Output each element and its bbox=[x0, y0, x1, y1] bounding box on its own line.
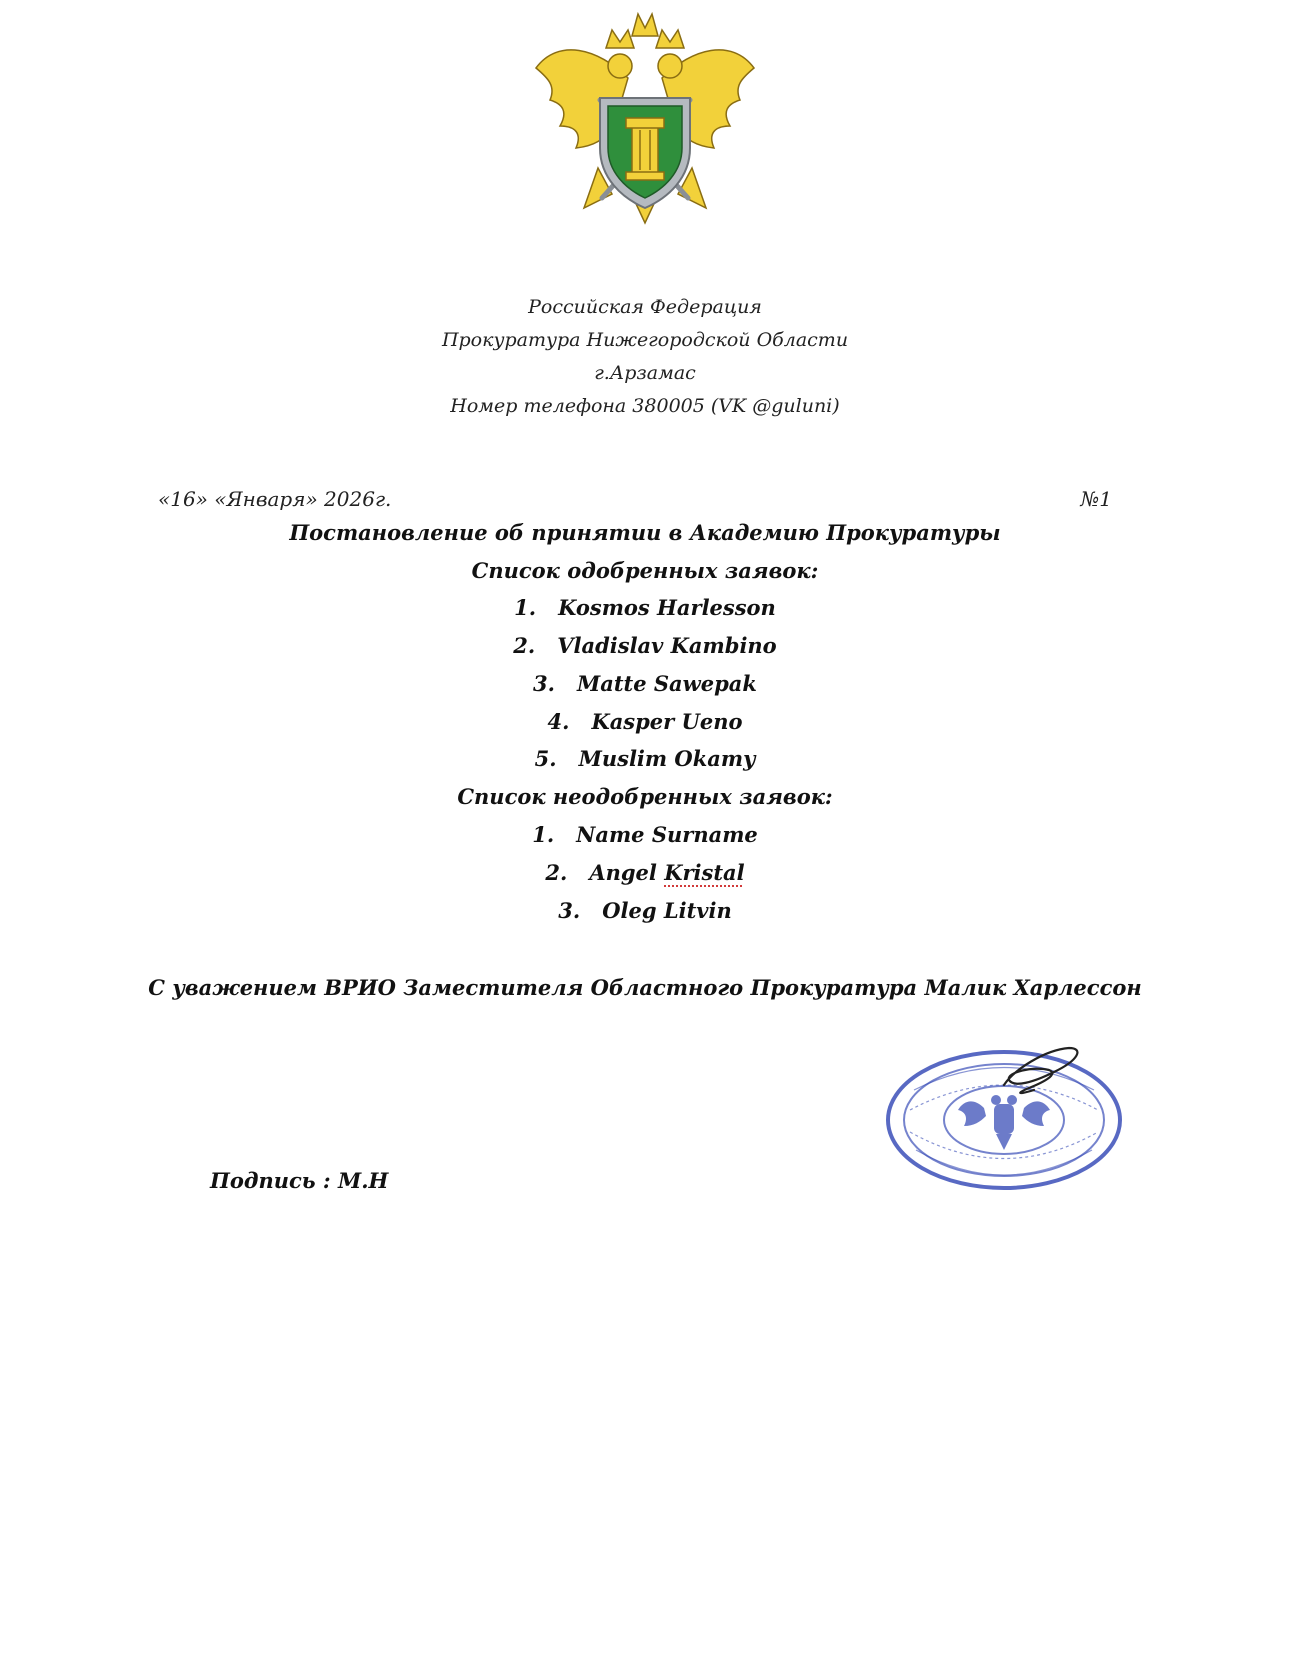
list-item-name: Kasper Ueno bbox=[591, 709, 743, 734]
document-number: №1 bbox=[1080, 487, 1112, 511]
list-item-number: 3. bbox=[533, 671, 555, 696]
list-item-name: Oleg Litvin bbox=[602, 898, 732, 923]
list-item-last-name: Kristal bbox=[664, 860, 745, 885]
signature-label: Подпись : М.Н bbox=[210, 1168, 389, 1193]
list-item-number: 1. bbox=[532, 822, 555, 847]
list-item bbox=[0, 633, 1290, 658]
list-item-number: 4. bbox=[547, 709, 570, 734]
list-item bbox=[0, 709, 1290, 734]
header-city: г.Арзамас bbox=[594, 362, 696, 384]
list-item-name: Vladislav Kambino bbox=[557, 633, 777, 658]
list-item-number: 5. bbox=[534, 746, 557, 771]
closing-line: С уважением ВРИО Заместителя Областного Прокуратура Малик Харлессон bbox=[148, 975, 1142, 1000]
list-item bbox=[0, 671, 1290, 696]
header-organization: Прокуратура Нижегородской Области bbox=[441, 329, 849, 351]
round-seal-stamp-icon bbox=[884, 1040, 1134, 1190]
list-item-name: Muslim Okamy bbox=[578, 746, 756, 771]
list-item bbox=[0, 860, 1290, 885]
rejected-heading: Список неодобренных заявок: bbox=[457, 784, 833, 809]
list-item bbox=[0, 595, 1290, 620]
header-country: Российская Федерация bbox=[528, 296, 762, 318]
list-item-number: 3. bbox=[558, 898, 581, 923]
list-item-name: Name Surname bbox=[576, 822, 758, 847]
list-item-number: 2. bbox=[513, 633, 536, 658]
list-item-first-name: Angel bbox=[589, 860, 657, 885]
list-item-name: Matte Sawepak bbox=[576, 671, 757, 696]
prosecutor-emblem-icon bbox=[528, 8, 762, 230]
list-item-number: 1. bbox=[514, 595, 537, 620]
document-date: «16» «Января» 2026г. bbox=[158, 487, 392, 511]
list-item bbox=[0, 822, 1290, 847]
header-phone: Номер телефона 380005 (VK @guluni) bbox=[450, 395, 840, 417]
list-item bbox=[0, 746, 1290, 771]
document-title: Постановление об принятии в Академию Прокуратуры bbox=[289, 520, 1001, 545]
list-item bbox=[0, 898, 1290, 923]
list-item-number: 2. bbox=[545, 860, 568, 885]
list-item-name: Kosmos Harlesson bbox=[558, 595, 776, 620]
approved-heading: Список одобренных заявок: bbox=[471, 558, 819, 583]
